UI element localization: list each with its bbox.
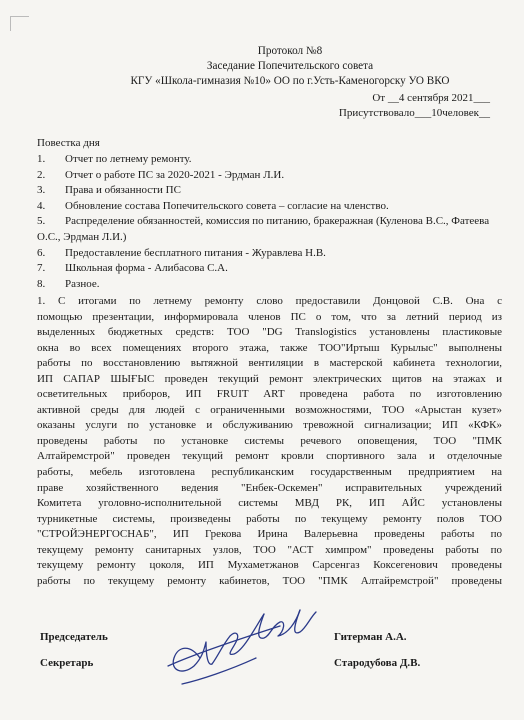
paragraph-line: "СТРОЙЭНЕРГОСНАБ", ИП Грекова Ирина Валерьевна проведены работы по xyxy=(37,528,502,541)
agenda-item: 6. Предоставление бесплатного питания - Журавлева Н.В. xyxy=(37,246,326,259)
paragraph-line: Комитета уголовно-исполнительной системы МВД РК, ИП АЙС установлены xyxy=(37,497,502,510)
paragraph-line: ИП САПАР ШЫҒЫС проведен текущий ремонт электрических щитов на этажах и xyxy=(37,372,502,385)
agenda-item: 5. Распределение обязанностей, комиссия по питанию, бракеражная (Куленова В.С., Фатеева О.С., Эрдман Л.И.) xyxy=(37,215,490,243)
agenda-item: 1. Отчет по летнему ремонту. xyxy=(37,153,192,165)
paragraph-line: окна во всех помещениях второго этажа, также ТОО"Иртыш Курылыс" выполнены xyxy=(37,341,502,354)
secretary-label: Секретарь xyxy=(40,657,94,669)
paragraph-line: проведены работы по установке системы речевого оповещения, ТОО "ПМК xyxy=(37,434,502,447)
paragraph-line: работы по восстановлению вытяжной вентиляции в мастерской кабинета технологии, xyxy=(37,357,502,370)
paragraph-line: текущему ремонту цоколя, ИП Мухаметжанов Сарсенгаз Коксегенович проведены xyxy=(37,559,502,572)
report-paragraph xyxy=(37,294,502,589)
paragraph-line: работы по текущему ремонту кабинетов, ТОО "ПМК Алтайремстрой" проведены xyxy=(37,574,502,587)
staple-mark xyxy=(10,16,29,31)
paragraph-line: активной среды для людей с ограниченными возможностями, ТОО «Арыстан кузет» xyxy=(37,403,502,416)
agenda-item: 4. Обновление состава Попечительского совета – согласие на членство. xyxy=(37,199,389,212)
signature-ink xyxy=(168,610,316,684)
agenda-item: 7. Школьная форма - Алибасова С.А. xyxy=(37,262,228,275)
paragraph-line: турникетные системы, произведены работы по текущему ремонту полов ТОО xyxy=(37,512,502,525)
chair-name: Гитерман А.А. xyxy=(334,631,407,643)
agenda-list xyxy=(37,152,507,292)
agenda-title: Повестка дня xyxy=(37,137,100,149)
paragraph-line: Алтайремстрой" проведен текущий ремонт кровли спортивного зала и отделочные xyxy=(37,450,502,463)
protocol-title: Протокол №8 xyxy=(257,45,323,57)
paragraph-line: выделенных бюджетных средств: ТОО "DG Translogistics установлены пластиковые xyxy=(37,326,502,339)
paragraph-line: текущему ремонту санитарных узлов, ТОО "АСТ химпром" проведены работы по xyxy=(37,543,502,556)
agenda-item: 8. Разное. xyxy=(37,277,100,290)
attendance-line: Присутствовало___10человек__ xyxy=(338,107,490,119)
document-header xyxy=(80,44,500,89)
organization-name: КГУ «Школа-гимназия №10» ОО по г.Усть-Каменогорску УО ВКО xyxy=(130,75,450,87)
agenda-item: 2. Отчет о работе ПС за 2020-2021 - Эрдман Л.И. xyxy=(37,168,285,181)
chair-label: Председатель xyxy=(40,631,108,643)
agenda-item: 3. Права и обязанности ПС xyxy=(37,184,181,197)
meeting-subtitle: Заседание Попечительского совета xyxy=(206,60,374,72)
handwritten-signature xyxy=(160,596,330,696)
secretary-name: Стародубова Д.В. xyxy=(334,657,421,669)
paragraph-line: осветительных приборов, ИП FRUIT ART проведена работа по изготовлению xyxy=(37,388,502,401)
paragraph-line: работы, мебель изготовлена республиканским государственным предприятием на xyxy=(37,466,502,479)
paragraph-line: оказаны услуги по установке и обслуживанию тревожной сигнализации; ИП «КФК» xyxy=(37,419,502,432)
paragraph-line: 1. С итогами по летнему ремонту слово предоставили Донцовой С.В. Она с xyxy=(37,295,502,307)
paragraph-line: праве хозяйственного ведения "Енбек-Оскемен" исправительных учреждений xyxy=(37,481,502,494)
meeting-date: От __4 сентября 2021___ xyxy=(372,92,490,104)
paragraph-line: помощью презентации, информировала членов ПС о том, что за летний период из xyxy=(37,310,502,323)
